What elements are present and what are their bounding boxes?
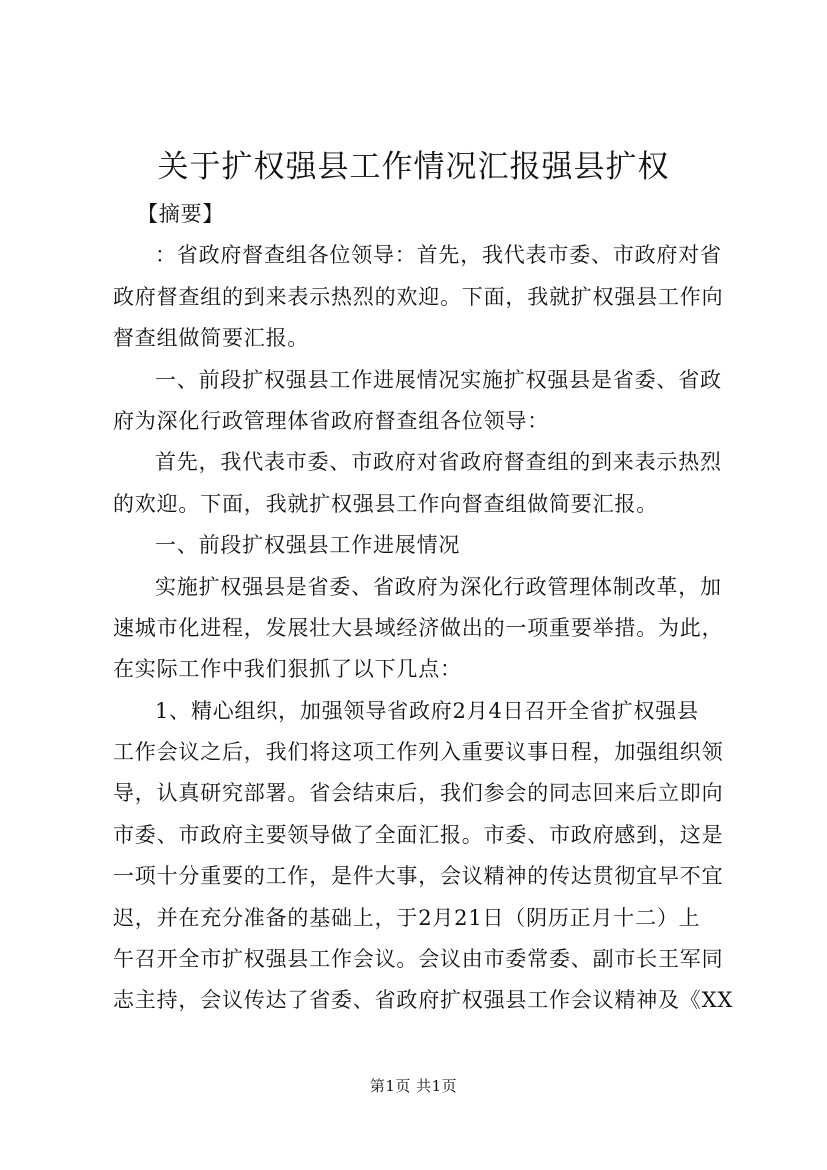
text-line: 1、精心组织，加强领导省政府2月4日召开全省扩权强县 bbox=[155, 698, 699, 723]
text-line: 政府督查组的到来表示热烈的欢迎。下面，我就扩权强县工作向 bbox=[113, 284, 724, 309]
text-line: 导，认真研究部署。省会结束后，我们参会的同志回来后立即向 bbox=[113, 781, 724, 806]
document-title: 关于扩权强县工作情况汇报强县扩权 bbox=[157, 149, 670, 185]
text-line: 【摘要】 bbox=[137, 202, 225, 226]
text-line: ：省政府督查组各位领导：首先，我代表市委、市政府对省 bbox=[155, 243, 722, 268]
page-footer: 第1页 共1页 bbox=[369, 1077, 458, 1095]
text-line: 实施扩权强县是省委、省政府为深化行政管理体制改革，加 bbox=[155, 574, 722, 599]
text-line: 府为深化行政管理体省政府督查组各位领导： bbox=[113, 408, 549, 433]
text-line: 市委、市政府主要领导做了全面汇报。市委、市政府感到，这是 bbox=[113, 822, 724, 847]
text-line: 一项十分重要的工作，是件大事，会议精神的传达贯彻宜早不宜 bbox=[113, 864, 724, 889]
text-line: 首先，我代表市委、市政府对省政府督查组的到来表示热烈 bbox=[155, 450, 722, 475]
text-line: 一、前段扩权强县工作进展情况实施扩权强县是省委、省政 bbox=[155, 367, 722, 392]
text-line: 迟，并在充分准备的基础上，于2月21日（阴历正月十二）上 bbox=[113, 905, 701, 930]
text-line: 在实际工作中我们狠抓了以下几点： bbox=[113, 657, 462, 682]
text-line: 速城市化进程，发展壮大县域经济做出的一项重要举措。为此， bbox=[113, 615, 724, 640]
text-line: 一、前段扩权强县工作进展情况 bbox=[155, 533, 461, 558]
text-line: 工作会议之后，我们将这项工作列入重要议事日程，加强组织领 bbox=[113, 740, 724, 765]
text-line: 午召开全市扩权强县工作会议。会议由市委常委、副市长王军同 bbox=[113, 947, 724, 972]
text-line: 的欢迎。下面，我就扩权强县工作向督查组做简要汇报。 bbox=[113, 491, 658, 516]
document-body bbox=[113, 194, 734, 1022]
text-line: 志主持，会议传达了省委、省政府扩权强县工作会议精神及《XX bbox=[113, 988, 734, 1013]
text-line: 督查组做简要汇报。 bbox=[113, 326, 310, 351]
